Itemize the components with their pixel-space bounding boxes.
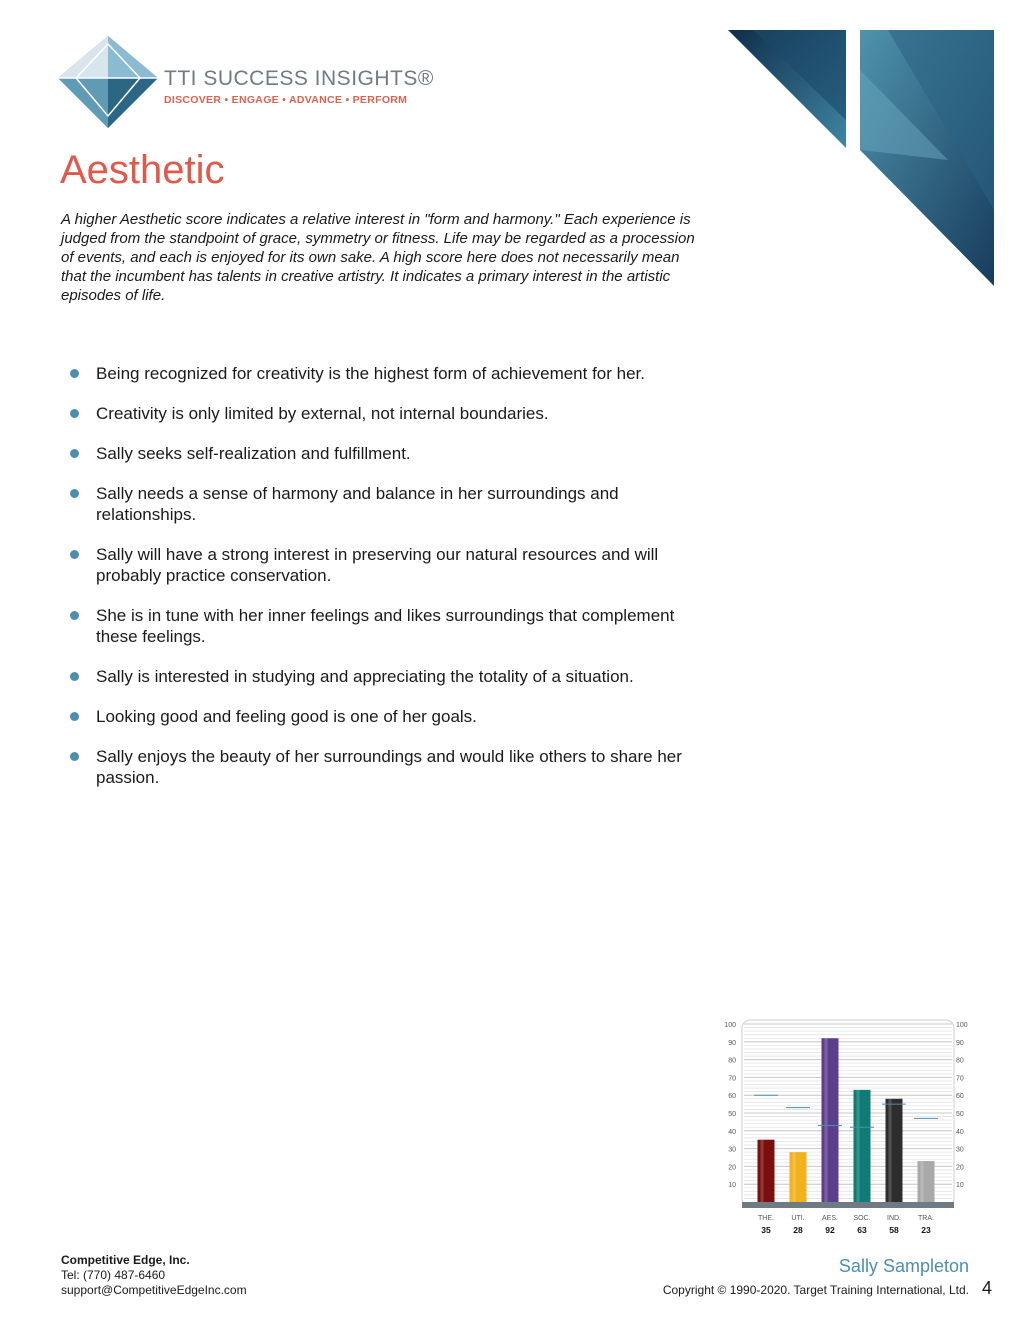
brand-name: TTI SUCCESS INSIGHTS®	[164, 67, 434, 90]
bullet-icon	[70, 409, 79, 418]
bullet-icon	[70, 449, 79, 458]
y-tick-label-right: 100	[956, 1022, 968, 1029]
list-item	[70, 363, 720, 384]
bar-highlight	[793, 1152, 796, 1202]
list-item	[70, 706, 720, 727]
list-item-text: She is in tune with her inner feelings and likes surroundings that complement these feelings.	[96, 606, 675, 646]
bullet-icon	[70, 672, 79, 681]
trait-bullet-list	[70, 363, 720, 807]
y-tick-label-right: 80	[956, 1057, 964, 1065]
page-title: Aesthetic	[60, 148, 225, 192]
copyright-notice: Copyright © 1990-2020. Target Training International, Ltd.	[662, 1283, 969, 1297]
corner-decoration	[728, 30, 994, 286]
x-tick-label: AES.	[822, 1215, 838, 1222]
bar	[758, 1140, 775, 1202]
bullet-icon	[70, 611, 79, 620]
list-item-text: Sally is interested in studying and appreciating the totality of a situation.	[96, 667, 634, 686]
bar	[918, 1161, 935, 1202]
list-item-text: Sally seeks self-realization and fulfillment.	[96, 444, 411, 463]
x-tick-label: SOC.	[853, 1215, 871, 1222]
list-item	[70, 666, 720, 687]
y-tick-label-left: 30	[728, 1146, 736, 1154]
bullet-icon	[70, 489, 79, 498]
y-tick-label-right: 50	[956, 1111, 964, 1118]
y-tick-label-right: 90	[956, 1039, 964, 1047]
y-tick-label-left: 60	[728, 1093, 736, 1101]
chart-baseline	[742, 1202, 954, 1208]
y-tick-label-left: 100	[724, 1022, 736, 1029]
intro-paragraph: A higher Aesthetic score indicates a relative interest in "form and harmony." Each experience is judged from the standpoint of grace, symmetry or fitness. Life may be regarded as a procession of events, and each is enjoyed for its own sake. A high score here does not necessarily mean that the incumbent has talents in creative artistry. It indicates a primary interest in the artistic episodes of life.	[61, 211, 695, 304]
bar-highlight	[889, 1099, 892, 1202]
list-item-text: Sally enjoys the beauty of her surroundings and would like others to share her passion.	[96, 747, 682, 787]
footer-company: Competitive Edge, Inc.	[61, 1253, 190, 1267]
data-label: 58	[889, 1225, 899, 1235]
data-label: 23	[921, 1225, 931, 1235]
list-item-text: Being recognized for creativity is the highest form of achievement for her.	[96, 364, 645, 383]
footer-phone: Tel: (770) 487-6460	[61, 1268, 166, 1282]
y-tick-label-left: 80	[728, 1057, 736, 1065]
data-label: 35	[761, 1225, 771, 1235]
page-number: 4	[981, 1278, 992, 1298]
bullet-icon	[70, 550, 79, 559]
x-tick-label: UTI.	[791, 1215, 805, 1222]
bar-highlight	[921, 1161, 924, 1202]
data-label: 28	[793, 1225, 803, 1235]
data-label: 92	[825, 1225, 835, 1235]
y-tick-label-right: 10	[956, 1182, 964, 1190]
diamond-logo-icon	[58, 36, 158, 128]
y-tick-label-left: 50	[728, 1111, 736, 1118]
list-item	[70, 544, 720, 586]
y-tick-label-left: 90	[728, 1039, 736, 1047]
list-item	[70, 605, 720, 647]
list-item-text: Looking good and feeling good is one of her goals.	[96, 707, 477, 726]
y-tick-label-right: 20	[956, 1164, 964, 1172]
bullet-icon	[70, 752, 79, 761]
y-tick-label-left: 20	[728, 1164, 736, 1172]
x-tick-label: TRA.	[918, 1215, 934, 1222]
bullet-icon	[70, 712, 79, 721]
company-logo	[58, 36, 438, 128]
y-tick-label-right: 70	[956, 1075, 964, 1083]
list-item	[70, 746, 720, 788]
bar	[822, 1038, 839, 1202]
bar-highlight	[825, 1038, 828, 1202]
list-item	[70, 403, 720, 424]
brand-tagline: DISCOVER • ENGAGE • ADVANCE • PERFORM	[164, 94, 408, 106]
footer-email: support@CompetitiveEdgeInc.com	[61, 1283, 247, 1297]
list-item	[70, 483, 720, 525]
y-tick-label-left: 70	[728, 1075, 736, 1083]
x-tick-label: IND.	[887, 1215, 901, 1222]
bullet-icon	[70, 369, 79, 378]
bar-highlight	[857, 1090, 860, 1202]
respondent-name: Sally Sampleton	[838, 1256, 969, 1276]
list-item-text: Creativity is only limited by external, not internal boundaries.	[96, 404, 549, 423]
list-item	[70, 443, 720, 464]
y-tick-label-left: 40	[728, 1128, 736, 1136]
list-item-text: Sally needs a sense of harmony and balance in her surroundings and relationships.	[96, 484, 619, 524]
bar	[854, 1090, 871, 1202]
list-item-text: Sally will have a strong interest in preserving our natural resources and will probably practice conservation.	[96, 545, 659, 585]
bar	[886, 1099, 903, 1202]
bar-highlight	[761, 1140, 764, 1202]
y-tick-label-right: 30	[956, 1146, 964, 1154]
bar	[790, 1152, 807, 1202]
data-label: 63	[857, 1225, 867, 1235]
y-tick-label-right: 60	[956, 1093, 964, 1101]
y-tick-label-left: 10	[728, 1182, 736, 1190]
y-tick-label-right: 40	[956, 1128, 964, 1136]
x-tick-label: THE.	[758, 1215, 774, 1222]
motivators-bar-chart	[718, 1012, 978, 1242]
